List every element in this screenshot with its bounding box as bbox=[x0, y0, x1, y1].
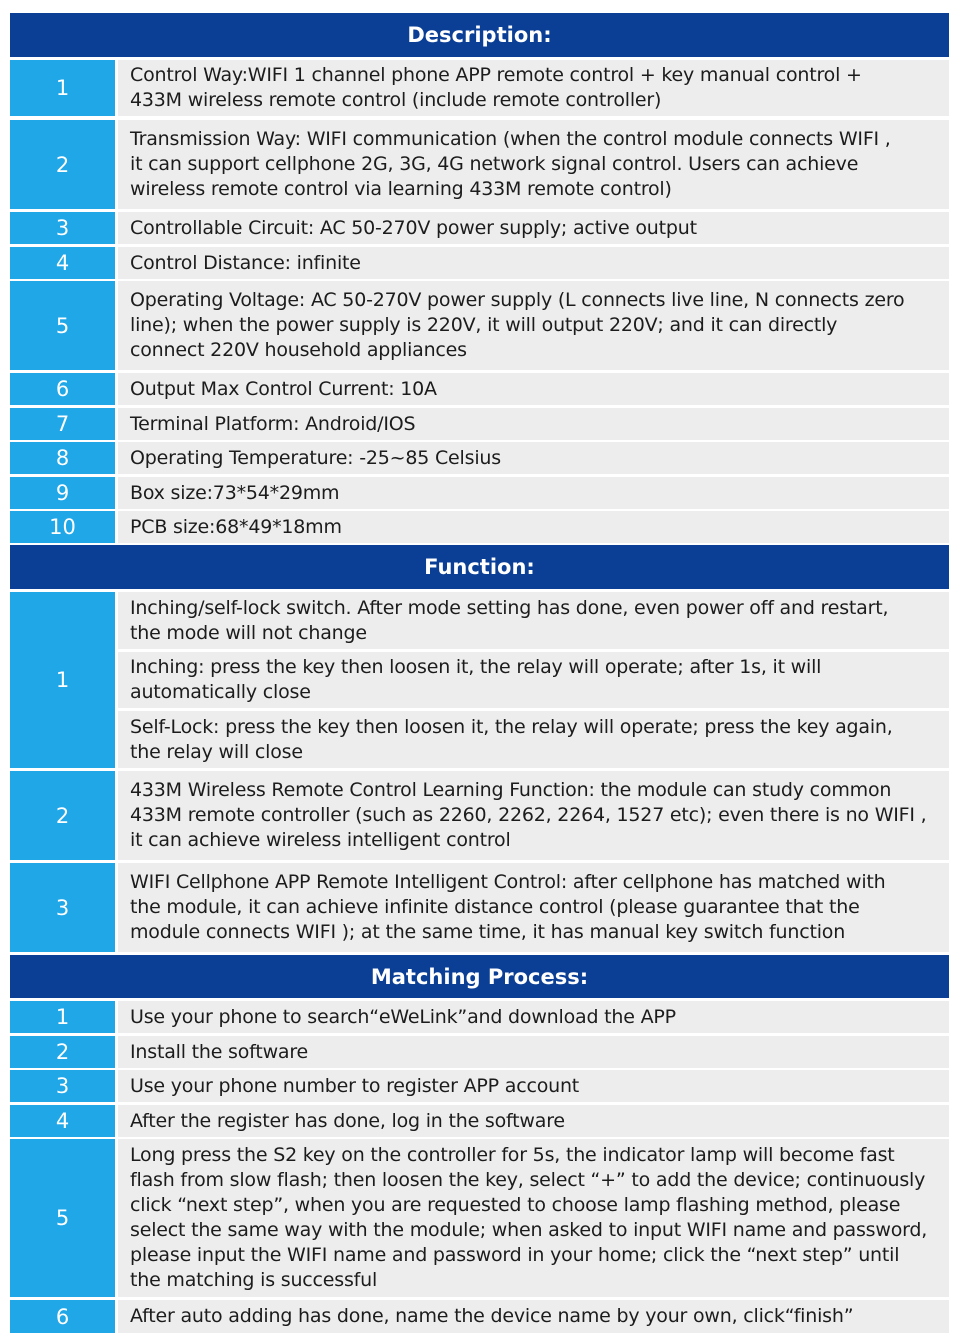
text-line: Use your phone to search“eWeLink”and download the APP bbox=[130, 1005, 676, 1028]
row-text bbox=[118, 652, 949, 708]
text-line: Control Way:WIFI 1 channel phone APP remote control + key manual control + bbox=[130, 64, 862, 86]
row-text bbox=[118, 1070, 949, 1102]
text-line: connect 220V household appliances bbox=[130, 339, 467, 361]
text-line: the matching is successful bbox=[130, 1269, 378, 1291]
text-line: Output Max Control Current: 10A bbox=[130, 377, 437, 400]
row-text bbox=[118, 60, 949, 116]
text-line: Controllable Circuit: AC 50-270V power supply; active output bbox=[130, 216, 697, 239]
text-line: 433M remote controller (such as 2260, 2262, 2264, 1527 etc); even there is no WIFI , bbox=[130, 804, 927, 826]
text-line: Install the software bbox=[130, 1040, 309, 1063]
text-line: line); when the power supply is 220V, it will output 220V; and it can directly bbox=[130, 314, 838, 336]
row-text bbox=[118, 281, 949, 370]
text-line: click “next step”, when you are requested to choose lamp flashing method, please bbox=[130, 1194, 901, 1216]
row-number: 2 bbox=[10, 771, 115, 860]
text-line: Long press the S2 key on the controller for 5s, the indicator lamp will become fast bbox=[130, 1144, 895, 1166]
row-number: 3 bbox=[10, 1070, 115, 1102]
description-header: Description: bbox=[10, 13, 949, 57]
function-header: Function: bbox=[10, 545, 949, 589]
text-line: it can support cellphone 2G, 3G, 4G network signal control. Users can achieve bbox=[130, 153, 859, 175]
text-line: After the register has done, log in the software bbox=[130, 1109, 565, 1132]
row-text bbox=[118, 711, 949, 768]
row-number: 9 bbox=[10, 477, 115, 509]
row-text bbox=[118, 771, 949, 860]
text-line: Control Distance: infinite bbox=[130, 251, 361, 274]
text-line: the mode will not change bbox=[130, 621, 367, 644]
row-number: 2 bbox=[10, 120, 115, 209]
row-number: 5 bbox=[10, 1139, 115, 1297]
row-text bbox=[118, 442, 949, 474]
text-line: 433M Wireless Remote Control Learning Function: the module can study common bbox=[130, 779, 892, 801]
row-text bbox=[118, 212, 949, 244]
text-line: Self-Lock: press the key then loosen it, the relay will operate; press the key again, bbox=[130, 715, 893, 738]
row-text bbox=[118, 511, 949, 543]
text-line: please input the WIFI name and password in your home; click the “next step” until bbox=[130, 1244, 900, 1266]
text-line: module connects WIFI ); at the same time, it has manual key switch function bbox=[130, 921, 846, 943]
row-number: 6 bbox=[10, 1300, 115, 1333]
row-text bbox=[118, 592, 949, 649]
row-number: 5 bbox=[10, 281, 115, 370]
text-line: wireless remote control via learning 433M remote control) bbox=[130, 178, 672, 200]
row-text bbox=[118, 863, 949, 952]
row-text bbox=[118, 1036, 949, 1068]
text-line: automatically close bbox=[130, 681, 311, 703]
row-number: 4 bbox=[10, 247, 115, 279]
text-line: the module, it can achieve infinite distance control (please guarantee that the bbox=[130, 896, 860, 918]
row-number: 10 bbox=[10, 511, 115, 543]
text-line: Inching: press the key then loosen it, the relay will operate; after 1s, it will bbox=[130, 656, 822, 678]
text-line: PCB size:68*49*18mm bbox=[130, 515, 342, 538]
row-text bbox=[118, 120, 949, 209]
row-text bbox=[118, 373, 949, 405]
text-line: it can achieve wireless intelligent control bbox=[130, 829, 511, 851]
row-text bbox=[118, 247, 949, 279]
text-line: 433M wireless remote control (include remote controller) bbox=[130, 89, 662, 111]
row-number: 7 bbox=[10, 408, 115, 440]
row-number: 1 bbox=[10, 592, 115, 768]
row-number: 1 bbox=[10, 1001, 115, 1033]
row-number: 2 bbox=[10, 1036, 115, 1068]
row-text bbox=[118, 1001, 949, 1033]
matching-header: Matching Process: bbox=[10, 955, 949, 998]
text-line: Inching/self-lock switch. After mode setting has done, even power off and restart, bbox=[130, 596, 889, 619]
row-text bbox=[118, 408, 949, 440]
row-number: 3 bbox=[10, 212, 115, 244]
text-line: WIFI Cellphone APP Remote Intelligent Control: after cellphone has matched with bbox=[130, 871, 886, 893]
text-line: Operating Temperature: -25~85 Celsius bbox=[130, 446, 501, 469]
row-number: 3 bbox=[10, 863, 115, 952]
row-number: 4 bbox=[10, 1105, 115, 1137]
text-line: the relay will close bbox=[130, 740, 303, 763]
text-line: Box size:73*54*29mm bbox=[130, 481, 340, 504]
text-line: Terminal Platform: Android/IOS bbox=[130, 412, 416, 435]
row-number: 6 bbox=[10, 373, 115, 405]
row-text bbox=[118, 477, 949, 509]
text-line: select the same way with the module; when asked to input WIFI name and password, bbox=[130, 1219, 928, 1241]
row-number: 1 bbox=[10, 60, 115, 116]
row-text bbox=[118, 1105, 949, 1137]
row-number: 8 bbox=[10, 442, 115, 474]
row-text bbox=[118, 1139, 949, 1297]
text-line: Transmission Way: WIFI communication (when the control module connects WIFI , bbox=[130, 128, 891, 150]
text-line: flash from slow flash; then loosen the key, select “+” to add the device; continuously bbox=[130, 1169, 926, 1191]
text-line: After auto adding has done, name the device name by your own, click“finish” bbox=[130, 1305, 854, 1327]
text-line: Use your phone number to register APP account bbox=[130, 1074, 580, 1097]
text-line: Operating Voltage: AC 50-270V power supply (L connects live line, N connects zero bbox=[130, 289, 905, 311]
row-text bbox=[118, 1300, 949, 1333]
